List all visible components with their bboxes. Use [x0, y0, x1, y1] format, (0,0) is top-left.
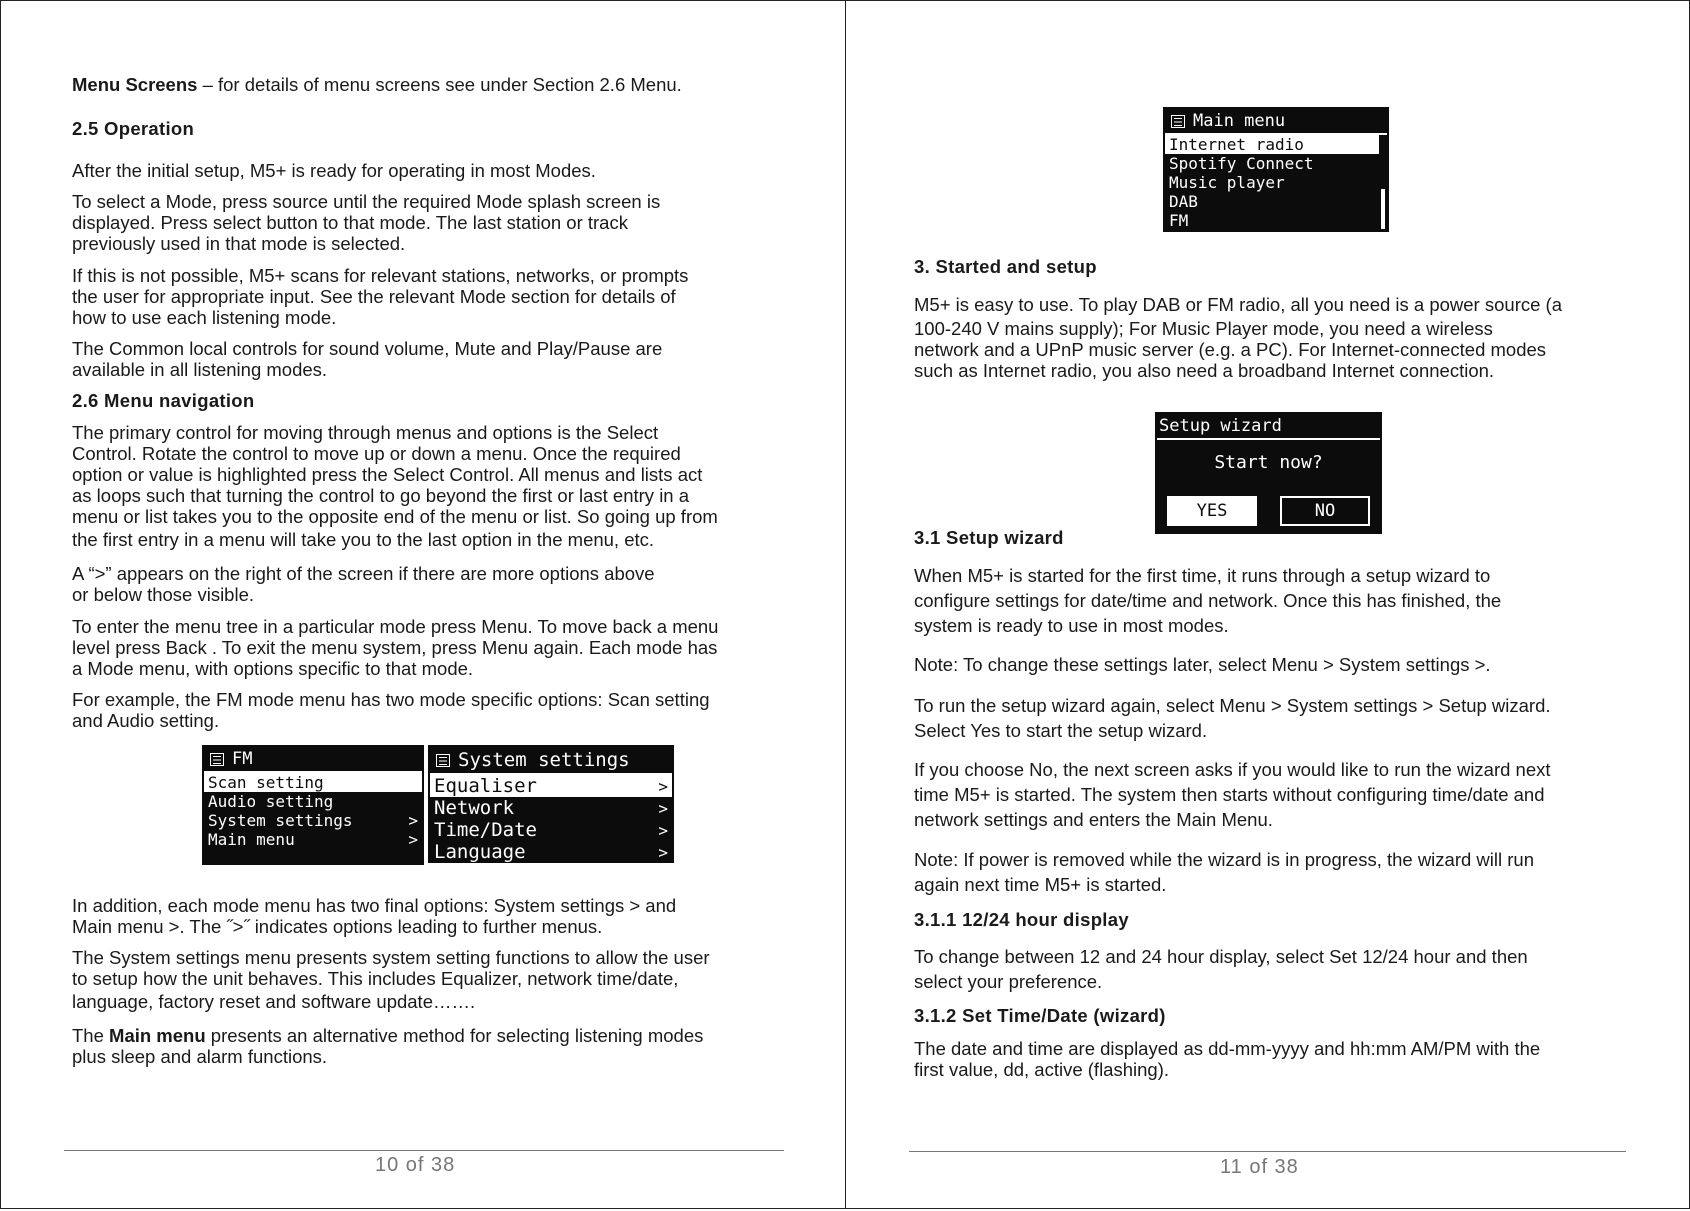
lcd-row-label: Language	[434, 841, 526, 863]
lcd-main-menu	[1163, 107, 1389, 232]
wizard-note-1: Note: To change these settings later, select Menu > System settings >.	[914, 654, 1491, 675]
text-line: Control. Rotate the control to move up or down a menu. Once the required	[72, 443, 681, 464]
lcd-row-label: Spotify Connect	[1169, 154, 1314, 173]
text-line: network and a UPnP music server (e.g. a PC). For Internet-connected modes	[914, 339, 1547, 360]
text-line: configure settings for date/time and network. Once this has finished, the	[914, 590, 1502, 611]
lcd-row-label: Internet radio	[1169, 135, 1304, 154]
nav-paragraph-2	[72, 563, 655, 605]
lcd-row-label: System settings	[208, 811, 353, 830]
lcd-row	[430, 775, 672, 797]
lcd-title: System settings	[458, 749, 630, 771]
lcd-title-bar	[430, 747, 672, 775]
heading-12-24-hour: 3.1.1 12/24 hour display	[914, 909, 1129, 930]
text-line: option or value is highlighted press the Select Control. All menus and lists act	[72, 464, 703, 485]
text-line: to setup how the unit behaves. This includes Equalizer, network time/date,	[72, 968, 679, 989]
lcd-row-arrow: >	[408, 811, 418, 830]
wizard-paragraph-2	[914, 693, 1551, 743]
lcd-title-bar	[204, 747, 422, 773]
lcd-row-label: FM	[1169, 211, 1189, 230]
page-number: 11 of 38	[1220, 1156, 1299, 1178]
text-line: When M5+ is started for the first time, it runs through a setup wizard to	[914, 565, 1491, 586]
lcd-fm-menu	[202, 745, 424, 865]
heading-started-setup: 3. Started and setup	[914, 256, 1097, 277]
lcd-row	[1165, 211, 1387, 230]
text-line: as loops such that turning the control to go beyond the first or last entry in a	[72, 485, 690, 506]
text-line: a Mode menu, with options specific to that mode.	[72, 658, 474, 679]
lcd-row-label: DAB	[1169, 192, 1198, 211]
text-line: To enter the menu tree in a particular mode press Menu. To move back a menu	[72, 616, 719, 637]
text-line: To run the setup wizard again, select Menu > System settings > Setup wizard.	[914, 695, 1551, 716]
text-fragment: The	[72, 1025, 110, 1046]
text-line	[72, 1025, 703, 1046]
menu-list-icon	[436, 754, 450, 767]
lcd-row-label: Network	[434, 797, 515, 819]
text-line: level press Back . To exit the menu system, press Menu again. Each mode has	[72, 637, 718, 658]
text-line: For example, the FM mode menu has two mode specific options: Scan setting	[72, 689, 710, 710]
text-line: Main menu >. The ˝>˝ indicates options leading to further menus.	[72, 916, 603, 937]
text-line: time M5+ is started. The system then starts without configuring time/date and	[914, 784, 1545, 805]
lcd-row	[204, 830, 422, 849]
lcd-row	[1165, 192, 1387, 211]
text-line: how to use each listening mode.	[72, 307, 337, 328]
text-line: Select Yes to start the setup wizard.	[914, 720, 1208, 741]
text-line: If this is not possible, M5+ scans for relevant stations, networks, or prompts	[72, 265, 689, 286]
text-line: available in all listening modes.	[72, 359, 328, 380]
text-line: The primary control for moving through menus and options is the Select	[72, 422, 659, 443]
lcd-title-bar	[1165, 109, 1387, 135]
lcd-title-bar	[1157, 414, 1380, 440]
time-paragraph	[914, 1038, 1540, 1080]
heading-set-time-date: 3.1.2 Set Time/Date (wizard)	[914, 1005, 1166, 1026]
hour-paragraph	[914, 944, 1528, 994]
lcd-row-label: Music player	[1169, 173, 1285, 192]
after-paragraph-3	[72, 1025, 703, 1067]
lcd-setup-wizard	[1155, 412, 1382, 534]
text-line: In addition, each mode menu has two final options: System settings > and	[72, 895, 677, 916]
lcd-row	[204, 773, 422, 792]
text-line: menu or list takes you to the opposite end of the menu or list. So going up from	[72, 506, 718, 527]
text-line: A “>” appears on the right of the screen if there are more options above	[72, 563, 655, 584]
menu-screens-text: – for details of menu screens see under Section 2.6 Menu.	[197, 74, 682, 95]
menu-list-icon	[210, 753, 224, 766]
lcd-row-arrow: >	[658, 776, 668, 796]
text-line: To select a Mode, press source until the required Mode splash screen is	[72, 191, 661, 212]
main-menu-bold: Main menu	[109, 1025, 206, 1046]
text-fragment: presents an alternative method for selecting listening modes	[205, 1025, 704, 1046]
menu-screens-bold: Menu Screens	[72, 74, 198, 95]
heading-menu-navigation: 2.6 Menu navigation	[72, 390, 255, 411]
lcd-row	[1165, 135, 1379, 154]
lcd-row-arrow: >	[658, 820, 668, 840]
text-line: and Audio setting.	[72, 710, 220, 731]
text-line: the first entry in a menu will take you to the last option in the menu, etc.	[72, 529, 655, 550]
wizard-paragraph-3	[914, 757, 1551, 832]
lcd-title: FM	[232, 749, 253, 769]
nav-paragraph-4	[72, 689, 710, 731]
text-line: The Common local controls for sound volume, Mute and Play/Pause are	[72, 338, 663, 359]
page-number: 10 of 38	[375, 1154, 456, 1176]
lcd-row	[1165, 173, 1387, 192]
footer-rule	[909, 1151, 1626, 1152]
lcd-row-label: Main menu	[208, 830, 295, 849]
text-line: To change between 12 and 24 hour display, select Set 12/24 hour and then	[914, 946, 1528, 967]
menu-screens-line	[72, 74, 682, 95]
text-line: the user for appropriate input. See the relevant Mode section for details of	[72, 286, 676, 307]
lcd-row-label: Scan setting	[208, 773, 324, 792]
lcd-row	[204, 811, 422, 830]
text-line: or below those visible.	[72, 584, 255, 605]
wizard-note-2	[914, 847, 1534, 897]
text-line: Note: If power is removed while the wizard is in progress, the wizard will run	[914, 849, 1534, 870]
text-line: 100-240 V mains supply); For Music Player mode, you need a wireless	[914, 318, 1493, 339]
text-line: M5+ is easy to use. To play DAB or FM radio, all you need is a power source (a	[914, 294, 1562, 315]
started-paragraph	[914, 294, 1562, 381]
lcd-row-arrow: >	[658, 798, 668, 818]
lcd-row-label: Equaliser	[434, 775, 537, 797]
text-line: first value, dd, active (flashing).	[914, 1059, 1169, 1080]
lcd-row-label: Time/Date	[434, 819, 537, 841]
lcd-row	[1165, 154, 1387, 173]
text-line: plus sleep and alarm functions.	[72, 1046, 328, 1067]
lcd-scrollbar	[1381, 189, 1385, 229]
text-line: The date and time are displayed as dd-mm-yyyy and hh:mm AM/PM with the	[914, 1038, 1541, 1059]
lcd-title: Setup wizard	[1159, 416, 1282, 436]
after-paragraph-2	[72, 947, 710, 1012]
text-line: language, factory reset and software update…….	[72, 991, 476, 1012]
lcd-row-arrow: >	[408, 830, 418, 849]
lcd-title: Main menu	[1193, 111, 1286, 131]
text-line: network settings and enters the Main Menu.	[914, 809, 1273, 830]
op-paragraph-2	[72, 191, 660, 254]
text-line: previously used in that mode is selected.	[72, 233, 406, 254]
lcd-row	[204, 792, 422, 811]
lcd-row	[430, 819, 672, 841]
lcd-row-arrow: >	[658, 842, 668, 862]
text-line: displayed. Press select button to that mode. The last station or track	[72, 212, 628, 233]
after-paragraph-1	[72, 895, 676, 937]
wizard-buttons	[1167, 496, 1370, 526]
footer-rule	[64, 1150, 784, 1151]
lcd-row-label: Audio setting	[208, 792, 334, 811]
menu-list-icon	[1171, 115, 1185, 128]
lcd-no-button: NO	[1280, 496, 1370, 526]
wizard-question: Start now?	[1214, 452, 1323, 473]
text-line: select your preference.	[914, 971, 1103, 992]
text-line: The System settings menu presents system setting functions to allow the user	[72, 947, 710, 968]
heading-operation: 2.5 Operation	[72, 118, 195, 139]
nav-paragraph-3	[72, 616, 718, 679]
op-paragraph-1: After the initial setup, M5+ is ready for operating in most Modes.	[72, 160, 596, 181]
text-line: If you choose No, the next screen asks if you would like to run the wizard next	[914, 759, 1551, 780]
op-paragraph-3	[72, 265, 688, 328]
text-line: system is ready to use in most modes.	[914, 615, 1229, 636]
nav-paragraph-1	[72, 422, 718, 550]
op-paragraph-4	[72, 338, 662, 380]
wizard-paragraph-1	[914, 563, 1501, 638]
text-line: such as Internet radio, you also need a broadband Internet connection.	[914, 360, 1495, 381]
text-line: again next time M5+ is started.	[914, 874, 1167, 895]
page-left	[0, 0, 846, 1209]
lcd-row	[430, 841, 672, 863]
lcd-row	[430, 797, 672, 819]
heading-setup-wizard: 3.1 Setup wizard	[914, 527, 1064, 548]
lcd-system-settings-menu	[428, 745, 674, 863]
lcd-yes-button: YES	[1167, 496, 1257, 526]
